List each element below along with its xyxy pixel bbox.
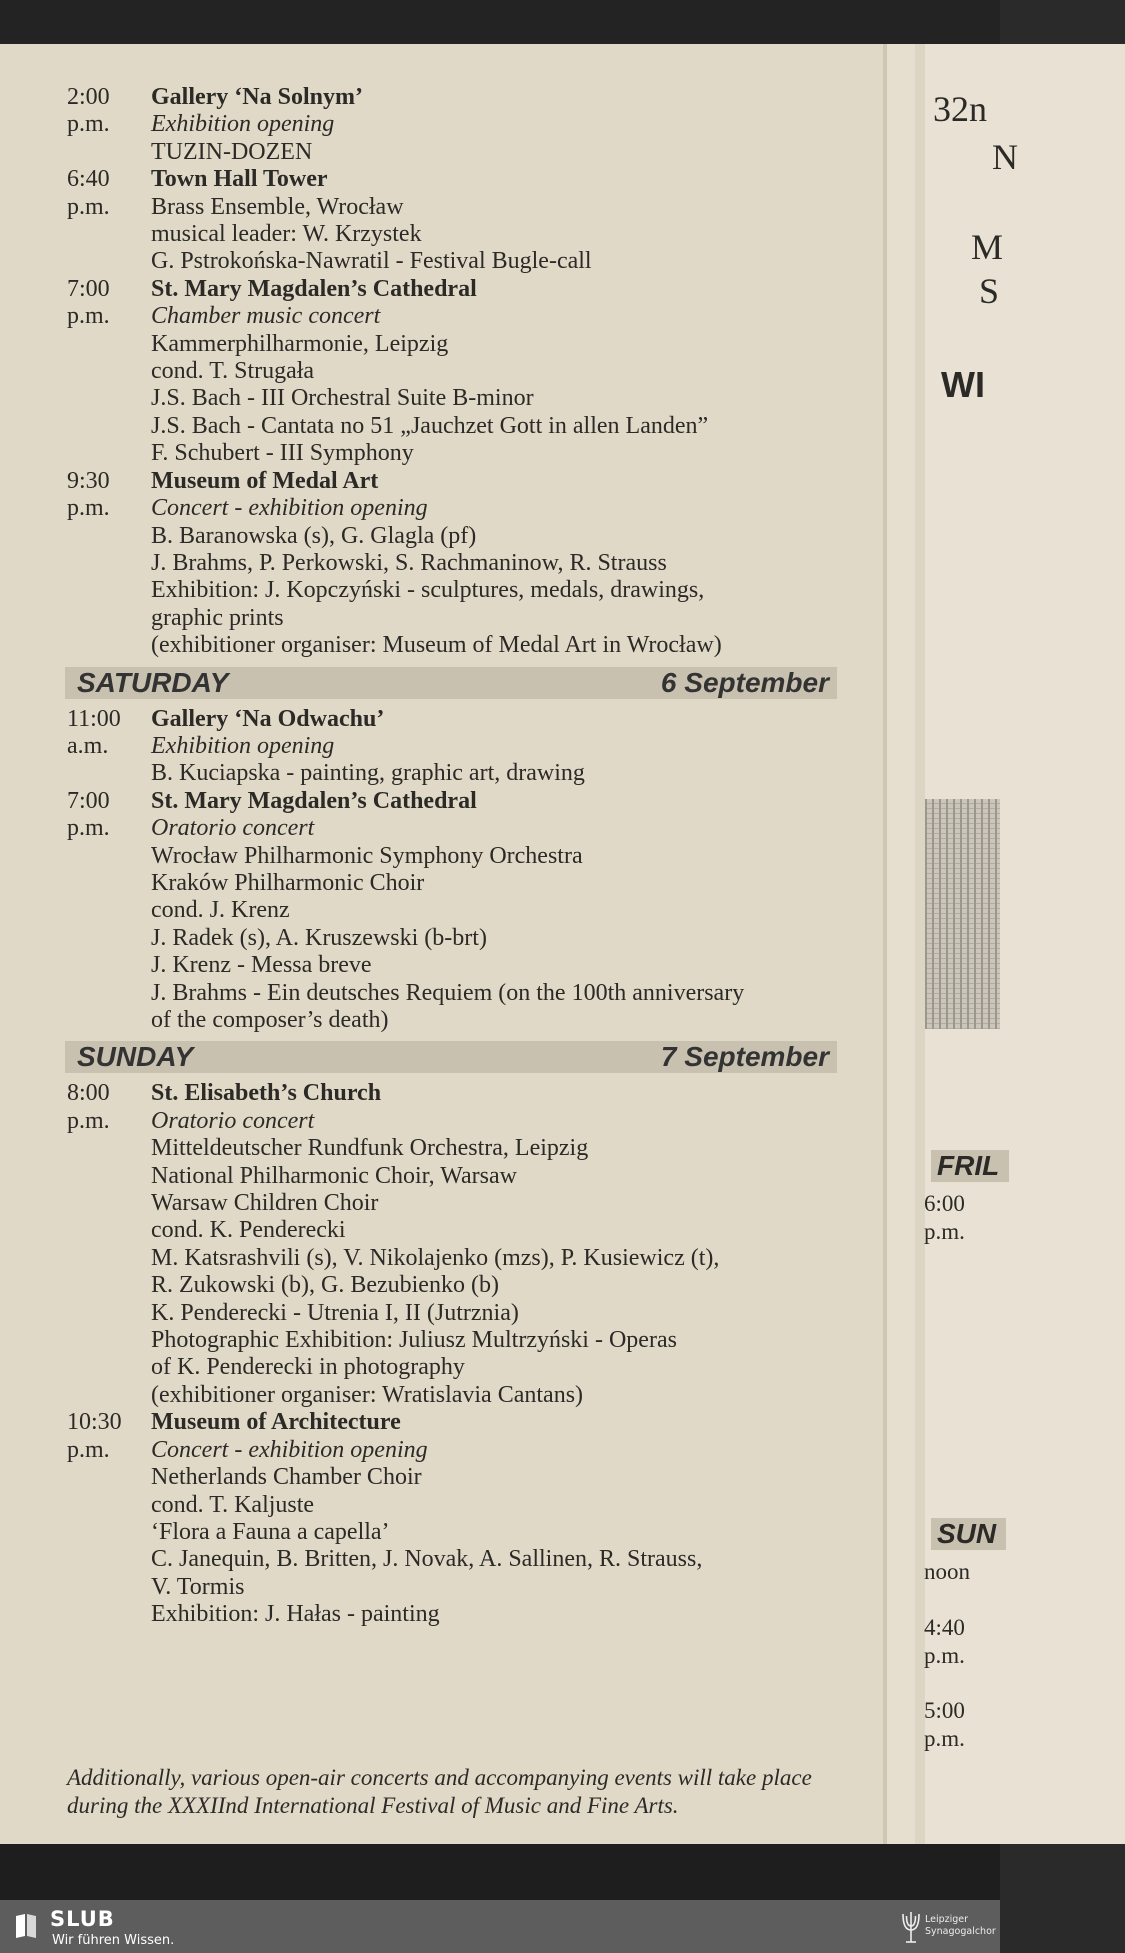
- event-detail: cond. J. Krenz: [151, 897, 290, 924]
- event-time: [67, 1007, 151, 1034]
- event-detail: Netherlands Chamber Choir: [151, 1464, 422, 1491]
- event-time: [67, 925, 151, 952]
- event-time: [67, 1135, 151, 1162]
- day-name: SATURDAY: [77, 666, 229, 698]
- day-date: 7 September: [660, 1041, 829, 1073]
- schedule-line: [67, 733, 847, 760]
- event-detail: J. Krenz - Messa breve: [151, 952, 372, 979]
- event-time: [67, 1464, 151, 1491]
- event-time: 10:30: [67, 1409, 122, 1436]
- footnote: Additionally, various open-air concerts and accompanying events will take place during the XXXIInd International Festival of Music and Fine Arts.: [67, 1765, 812, 1818]
- schedule-line: [67, 111, 847, 138]
- schedule-line: [67, 1601, 847, 1628]
- schedule-line: [67, 221, 847, 248]
- schedule-line: [67, 331, 847, 358]
- schedule-line: [67, 1382, 847, 1409]
- event-time: [67, 1546, 151, 1573]
- day-header: [65, 667, 837, 699]
- event-time: [67, 331, 151, 358]
- event-type: Exhibition opening: [151, 732, 335, 759]
- event-detail: cond. K. Penderecki: [151, 1217, 346, 1244]
- event-time: [67, 550, 151, 577]
- day-fragment: SUN: [931, 1518, 1006, 1550]
- event-detail: (exhibitioner organiser: Museum of Medal Art in Wrocław): [151, 632, 722, 659]
- event-time: 7:00: [67, 275, 110, 302]
- schedule-line: [67, 468, 847, 495]
- event-detail: graphic prints: [151, 604, 284, 631]
- event-time: [67, 385, 151, 412]
- schedule-line: [67, 1245, 847, 1272]
- venue-name: St. Mary Magdalen’s Cathedral: [151, 275, 477, 302]
- schedule-line: [67, 706, 847, 733]
- schedule-line: [67, 925, 847, 952]
- event-time: a.m.: [67, 732, 109, 759]
- event-time: [67, 1300, 151, 1327]
- event-time: 2:00: [67, 84, 110, 110]
- event-detail: Warsaw Children Choir: [151, 1190, 379, 1217]
- event-time: [67, 1574, 151, 1601]
- event-detail: Kraków Philharmonic Choir: [151, 869, 425, 896]
- slub-name[interactable]: SLUB: [50, 1907, 115, 1931]
- heading-fragment: WI: [941, 364, 985, 405]
- event-detail: G. Pstrokońska-Nawratil - Festival Bugle-call: [151, 248, 592, 275]
- event-time: [67, 139, 151, 166]
- schedule-line: [67, 276, 847, 303]
- event-time: p.m.: [67, 1107, 110, 1134]
- event-detail: of K. Penderecki in photography: [151, 1354, 465, 1381]
- event-time: p.m.: [67, 815, 110, 842]
- day-header: [65, 1041, 837, 1073]
- schedule-line: [67, 1080, 847, 1107]
- event-detail: F. Schubert - III Symphony: [151, 440, 414, 467]
- event-detail: cond. T. Strugała: [151, 358, 315, 385]
- event-detail: of the composer’s death): [151, 1007, 389, 1033]
- schedule-line: [67, 577, 847, 604]
- event-detail: B. Baranowska (s), G. Glagla (pf): [151, 522, 477, 549]
- schedule-line: [67, 1300, 847, 1327]
- partner-name: [925, 1914, 996, 1938]
- event-time: [67, 221, 151, 248]
- schedule-line: [67, 166, 847, 193]
- schedule-line: [67, 1272, 847, 1299]
- schedule-line: [67, 84, 847, 111]
- event-time: [67, 760, 151, 787]
- venue-name: St. Elisabeth’s Church: [151, 1080, 382, 1107]
- event-detail: J. Brahms, P. Perkowski, S. Rachmaninow, R. Strauss: [151, 549, 667, 576]
- schedule-line: [67, 1464, 847, 1491]
- venue-name: Gallery ‘Na Odwachu’: [151, 705, 385, 732]
- heading-fragment: M: [971, 227, 1004, 267]
- menorah-icon: [898, 1906, 924, 1946]
- event-time: [67, 952, 151, 979]
- schedule-line: [67, 1492, 847, 1519]
- schedule-line: [67, 1409, 847, 1436]
- schedule-line: [67, 1437, 847, 1464]
- venue-name: Town Hall Tower: [151, 166, 328, 193]
- schedule-line: [67, 385, 847, 412]
- schedule-line: [67, 632, 847, 659]
- event-time: [67, 980, 151, 1007]
- schedule-line: [67, 413, 847, 440]
- event-time: [67, 413, 151, 440]
- event-detail: J. Brahms - Ein deutsches Requiem (on the 100th anniversary: [151, 979, 745, 1006]
- heading-fragment: N: [992, 137, 1018, 177]
- event-detail: musical leader: W. Krzystek: [151, 221, 422, 248]
- venue-name: Gallery ‘Na Solnym’: [151, 84, 363, 110]
- day-fragment: FRIL: [931, 1150, 1009, 1182]
- schedule-line: [67, 870, 847, 897]
- schedule-line: [67, 495, 847, 522]
- event-time: [67, 358, 151, 385]
- event-detail: R. Zukowski (b), G. Bezubienko (b): [151, 1272, 499, 1299]
- event-time: p.m.: [67, 1436, 110, 1463]
- scan-bottom-border: [0, 1844, 1000, 1900]
- event-time: [67, 248, 151, 275]
- event-type: Oratorio concert: [151, 1107, 315, 1134]
- event-detail: B. Kuciapska - painting, graphic art, drawing: [151, 760, 585, 787]
- schedule-line: [67, 1007, 847, 1034]
- event-detail: Mitteldeutscher Rundfunk Orchestra, Leipzig: [151, 1135, 589, 1162]
- event-detail: Photographic Exhibition: Juliusz Multrzyński - Operas: [151, 1327, 677, 1354]
- right-page: [887, 44, 1018, 1844]
- event-time: [67, 523, 151, 550]
- event-detail: Wrocław Philharmonic Symphony Orchestra: [151, 842, 583, 869]
- event-detail: National Philharmonic Choir, Warsaw: [151, 1162, 517, 1189]
- slub-tagline: Wir führen Wissen.: [52, 1933, 175, 1948]
- schedule-line: [67, 1163, 847, 1190]
- event-time: [67, 1354, 151, 1381]
- schedule-line: [67, 139, 847, 166]
- time-fragment: 4:40: [924, 1615, 965, 1640]
- event-detail: Brass Ensemble, Wrocław: [151, 193, 404, 220]
- event-time: p.m.: [67, 111, 110, 138]
- event-time: p.m.: [67, 495, 110, 522]
- schedule-line: [67, 1135, 847, 1162]
- event-time: [67, 577, 151, 604]
- event-type: Concert - exhibition opening: [151, 1436, 428, 1463]
- event-time: 11:00: [67, 705, 121, 732]
- event-detail: cond. T. Kaljuste: [151, 1491, 315, 1518]
- partner-line-1: Leipziger: [925, 1914, 969, 1925]
- event-time: [67, 1601, 151, 1628]
- schedule-line: [67, 1190, 847, 1217]
- venue-name: Museum of Medal Art: [151, 467, 379, 494]
- slub-book-icon[interactable]: [14, 1912, 38, 1940]
- schedule-line: [67, 1217, 847, 1244]
- time-fragment: p.m.: [924, 1726, 965, 1751]
- schedule-line: [67, 788, 847, 815]
- schedule-line: [67, 358, 847, 385]
- event-detail: V. Tormis: [151, 1573, 245, 1600]
- event-time: [67, 1163, 151, 1190]
- event-time: p.m.: [67, 303, 110, 330]
- time-fragment: p.m.: [924, 1219, 965, 1244]
- schedule-line: [67, 1108, 847, 1135]
- event-type: Oratorio concert: [151, 815, 315, 842]
- event-time: [67, 1492, 151, 1519]
- schedule-line: [67, 523, 847, 550]
- event-detail: J.S. Bach - Cantata no 51 „Jauchzet Gott in allen Landen”: [151, 412, 709, 439]
- program-listing: [67, 84, 847, 1629]
- event-time: 7:00: [67, 787, 110, 814]
- event-time: [67, 897, 151, 924]
- schedule-line: [67, 1574, 847, 1601]
- event-detail: J.S. Bach - III Orchestral Suite B-minor: [151, 385, 534, 412]
- schedule-line: [67, 980, 847, 1007]
- venue-name: Museum of Architecture: [151, 1409, 401, 1436]
- partner-line-2: Synagogalchor: [925, 1926, 996, 1937]
- schedule-line: [67, 1354, 847, 1381]
- schedule-line: [67, 303, 847, 330]
- schedule-line: [67, 897, 847, 924]
- event-type: Exhibition opening: [151, 111, 335, 138]
- event-type: Chamber music concert: [151, 303, 381, 330]
- day-date: 6 September: [660, 666, 829, 698]
- footer-bar: [0, 1900, 1000, 1953]
- schedule-line: [67, 760, 847, 787]
- schedule-line: [67, 248, 847, 275]
- event-detail: Kammerphilharmonie, Leipzig: [151, 330, 449, 357]
- event-time: 8:00: [67, 1080, 110, 1107]
- event-detail: Exhibition: J. Hałas - painting: [151, 1601, 440, 1628]
- event-time: [67, 1327, 151, 1354]
- schedule-line: [67, 1546, 847, 1573]
- event-time: [67, 1245, 151, 1272]
- schedule-line: [67, 843, 847, 870]
- time-fragment: 5:00: [924, 1698, 965, 1723]
- time-fragment: noon: [924, 1559, 970, 1584]
- event-time: 9:30: [67, 467, 110, 494]
- event-time: [67, 1382, 151, 1409]
- schedule-line: [67, 815, 847, 842]
- schedule-line: [67, 440, 847, 467]
- event-detail: C. Janequin, B. Britten, J. Novak, A. Sallinen, R. Strauss,: [151, 1546, 703, 1573]
- event-time: [67, 1272, 151, 1299]
- schedule-line: [67, 1327, 847, 1354]
- schedule-line: [67, 550, 847, 577]
- event-time: p.m.: [67, 193, 110, 220]
- event-time: [67, 440, 151, 467]
- heading-fragment: S: [979, 271, 1000, 311]
- event-detail: K. Penderecki - Utrenia I, II (Jutrznia): [151, 1299, 519, 1326]
- event-time: [67, 870, 151, 897]
- schedule-line: [67, 952, 847, 979]
- day-name: SUNDAY: [77, 1041, 194, 1073]
- schedule-line: [67, 1519, 847, 1546]
- event-detail: J. Radek (s), A. Kruszewski (b-brt): [151, 924, 487, 951]
- event-time: 6:40: [67, 166, 110, 193]
- event-time: [67, 605, 151, 632]
- program-sheet: [0, 44, 1018, 1844]
- heading-fragment: 32n: [933, 89, 987, 129]
- event-time: [67, 1217, 151, 1244]
- schedule-line: [67, 194, 847, 221]
- event-time: [67, 1190, 151, 1217]
- event-detail: ‘Flora a Fauna a capella’: [151, 1518, 390, 1545]
- event-time: [67, 632, 151, 659]
- event-type: Concert - exhibition opening: [151, 495, 428, 522]
- photo-fragment: [925, 799, 1000, 1029]
- event-detail: M. Katsrashvili (s), V. Nikolajenko (mzs), P. Kusiewicz (t),: [151, 1244, 720, 1271]
- event-detail: Exhibition: J. Kopczyński - sculptures, medals, drawings,: [151, 577, 705, 604]
- venue-name: St. Mary Magdalen’s Cathedral: [151, 787, 477, 814]
- event-detail: (exhibitioner organiser: Wratislavia Cantans): [151, 1381, 584, 1408]
- time-fragment: p.m.: [924, 1643, 965, 1668]
- time-fragment: 6:00: [924, 1191, 965, 1216]
- schedule-line: [67, 605, 847, 632]
- event-time: [67, 843, 151, 870]
- event-detail: TUZIN-DOZEN: [151, 138, 313, 165]
- event-time: [67, 1519, 151, 1546]
